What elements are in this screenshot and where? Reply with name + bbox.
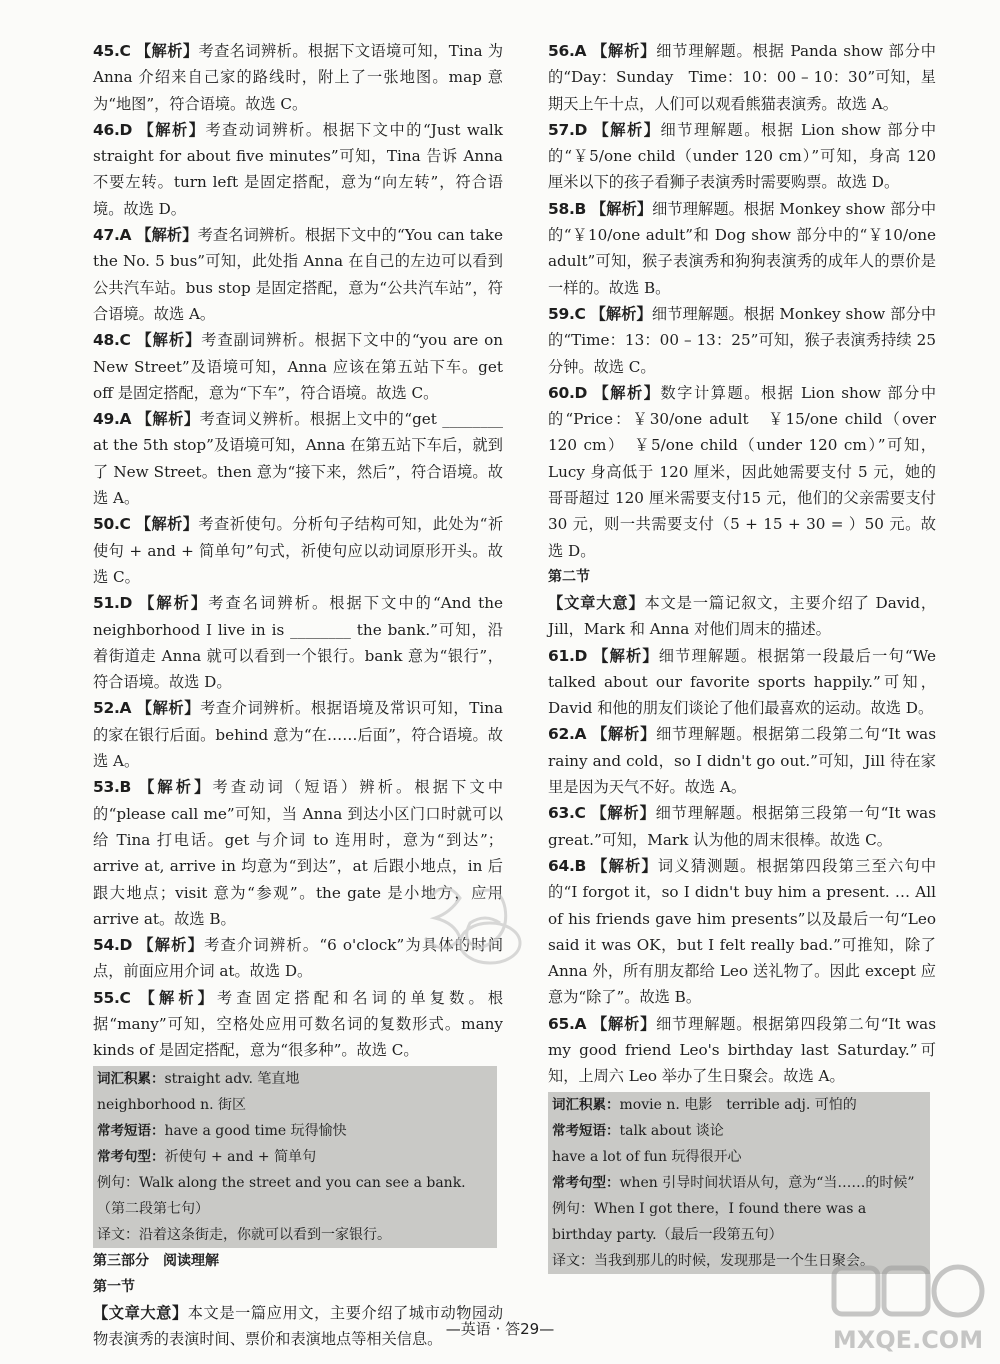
- right-column: [548, 38, 936, 1274]
- answer-item: 62.A 【解析】细节理解题。根据第二段第二句“It was rainy and cold，so I didn't go out.”可知，Jill 待在家里是因为天气不好。故选 A。: [548, 725, 937, 797]
- section-title: 第一节: [93, 1278, 135, 1295]
- answer-item: 61.D 【解析】细节理解题。根据第一段最后一句“We talked about our favorite sports happily.”可知，David 和他的朋友们谈论了他们最喜欢的运动。故选 D。: [548, 646, 937, 718]
- vocab-box: 词汇积累：movie n. 电影 terrible adj. 可怕的 常考短语：talk about 谈论 have a lot of fun 玩得很开心 常考句型：when 引导时间状语从句，意为“当……的时候” 例句：When I got there，I found there was a birthday party.（最后一段第五句） 译文：当我到那儿的时候，发现那是一个生日聚会。: [548, 1092, 930, 1274]
- watermark-logo-icon: [395, 868, 545, 978]
- answer-item: 54.D 【解析】考查介词辨析。“6 o'clock”为具体的时间点，前面应用介词 at。故选 D。: [93, 936, 504, 981]
- answer-item: 63.C 【解析】细节理解题。根据第三段第一句“It was great.”可知，Mark 认为他的周末很棒。故选 C。: [548, 804, 937, 849]
- answer-item: 59.C 【解析】细节理解题。根据 Monkey show 部分中的“Time：13：00 – 13：25”可知，猴子表演秀持续 25 分钟。故选 C。: [548, 304, 937, 376]
- section-title: 第二节: [548, 568, 590, 585]
- answer-item: 65.A 【解析】细节理解题。根据第四段第二句“It was my good friend Leo's birthday last Saturday.”可知，上周六 Leo 举办了生日聚会。故选 A。: [548, 1014, 937, 1086]
- part-title: 第三部分 阅读理解: [93, 1252, 219, 1269]
- vocab-box: 词汇积累：straight adv. 笔直地 neighborhood n. 街区 常考短语：have a good time 玩得愉快 常考句型：祈使句 + and + 简单句 例句：Walk along the street and you can see a bank.（第二段第七句） 译文：沿着这条街走，你就可以看到一家银行。: [93, 1066, 497, 1248]
- answer-item: 60.D 【解析】数字计算题。根据 Lion show 部分中的“Price：￥30/one adult ￥15/one child（over 120 cm） ￥5/one child（under 120 cm）”可知，Lucy 身高低于 120 厘米，因此她需要支付 5 元，她的哥哥超过 120 厘米需要支付15 元，他们的父亲需要支付 30 元，则一共需要支付（5 + 15 + 30 = ）50 元。故选 D。: [548, 383, 937, 560]
- watermark-stamp-icon: [820, 1262, 996, 1360]
- answer-item: 53.B 【解析】考查动词（短语）辨析。根据下文中的“please call me”可知，当 Anna 到达小区门口时就可以给 Tina 打电话。get 与介词 to 连用时，意为“到达”；arrive at, arrive in 均意为“到达”，at 后跟小地点，in 后跟大地点；visit 意为“参观”。the gate 是小地方，应用 arrive at。故选 B。: [93, 778, 504, 928]
- article-summary: 【文章大意】本文是一篇应用文，主要介绍了城市动物园动物表演秀的表演时间、票价和表演地点等相关信息。: [93, 1303, 504, 1348]
- answer-item: 57.D 【解析】细节理解题。根据 Lion show 部分中的“￥5/one child（under 120 cm）”可知，身高 120 厘米以下的孩子看狮子表演秀时需要购票。故选 D。: [548, 120, 937, 192]
- answer-item: 49.A 【解析】考查词义辨析。根据上文中的“get ________ at the 5th stop”及语境可知，Anna 在第五站下车后，就到了 New Street。then 意为“接下来，然后”，符合语境。故选 A。: [93, 410, 504, 508]
- answer-item: 55.C 【解析】考查固定搭配和名词的单复数。根据“many”可知，空格处应用可数名词的复数形式。many kinds of 是固定搭配，意为“很多种”。故选 C。: [93, 988, 503, 1060]
- right-answer-list-2: [548, 643, 936, 1090]
- right-answer-list: [548, 38, 936, 564]
- page-footer: —英语 · 答29—: [445, 1320, 555, 1338]
- svg-text:MXQE.COM: MXQE.COM: [832, 1326, 984, 1354]
- left-column: [93, 38, 503, 1352]
- answer-item: 50.C 【解析】考查祈使句。分析句子结构可知，此处为“祈使句 + and + 简单句”句式，祈使句应以动词原形开头。故选 C。: [93, 515, 504, 586]
- answer-item: 47.A 【解析】考查名词辨析。根据下文中的“You can take the No. 5 bus”可知，此处指 Anna 在自己的左边可以看到公共汽车站。bus stop 是固定搭配，意为“公共汽车站”，符合语境。故选 A。: [93, 226, 503, 323]
- article-summary: 【文章大意】本文是一篇记叙文，主要介绍了 David，Jill，Mark 和 Anna 对他们周末的描述。: [548, 593, 937, 639]
- answer-item: 52.A 【解析】考查介词辨析。根据语境及常识可知，Tina 的家在银行后面。behind 意为“在……后面”，符合语境。故选 A。: [93, 699, 504, 771]
- answer-item: 58.B 【解析】细节理解题。根据 Monkey show 部分中的“￥10/one adult”和 Dog show 部分中的“￥10/one adult”可知，猴子表演秀和狗狗表演秀的成年人的票价是一样的。故选 B。: [548, 199, 937, 297]
- answer-item: 45.C 【解析】考查名词辨析。根据下文语境可知，Tina 为 Anna 介绍来自己家的路线时，附上了一张地图。map 意为“地图”，符合语境。故选 C。: [93, 42, 504, 113]
- answer-item: 51.D 【解析】考查名词辨析。根据下文中的“And the neighborhood I live in is ________ the bank.”可知，沿着街道走 Anna 就可以看到一个银行。bank 意为“银行”，符合语境。故选 D。: [93, 594, 504, 692]
- answer-item: 56.A 【解析】细节理解题。根据 Panda show 部分中的“Day：Sunday Time：10：00 – 10：30”可知，星期天上午十点，人们可以观看熊猫表演秀。故选 A。: [548, 42, 936, 113]
- answer-item: 46.D 【解析】考查动词辨析。根据下文中的“Just walk straight for about five minutes”可知，Tina 告诉 Anna 不要左转。turn left 是固定搭配，意为“向左转”，符合语境。故选 D。: [93, 120, 503, 218]
- answer-item: 48.C 【解析】考查副词辨析。根据下文中的“you are on New Street”及语境可知，Anna 应该在第五站下车。get off 是固定搭配，意为“下车”，符合语境。故选 C。: [93, 331, 504, 402]
- answer-item: 64.B 【解析】词义猜测题。根据第四段第三至六句中的“I forgot it，so I didn't buy him a present. … All of his friends gave him presents”以及最后一句“Leo said it was OK，but I felt really bad.”可推知，除了 Anna 外，所有朋友都给 Leo 送礼物了。因此 except 应意为“除了”。故选 B。: [548, 856, 937, 1007]
